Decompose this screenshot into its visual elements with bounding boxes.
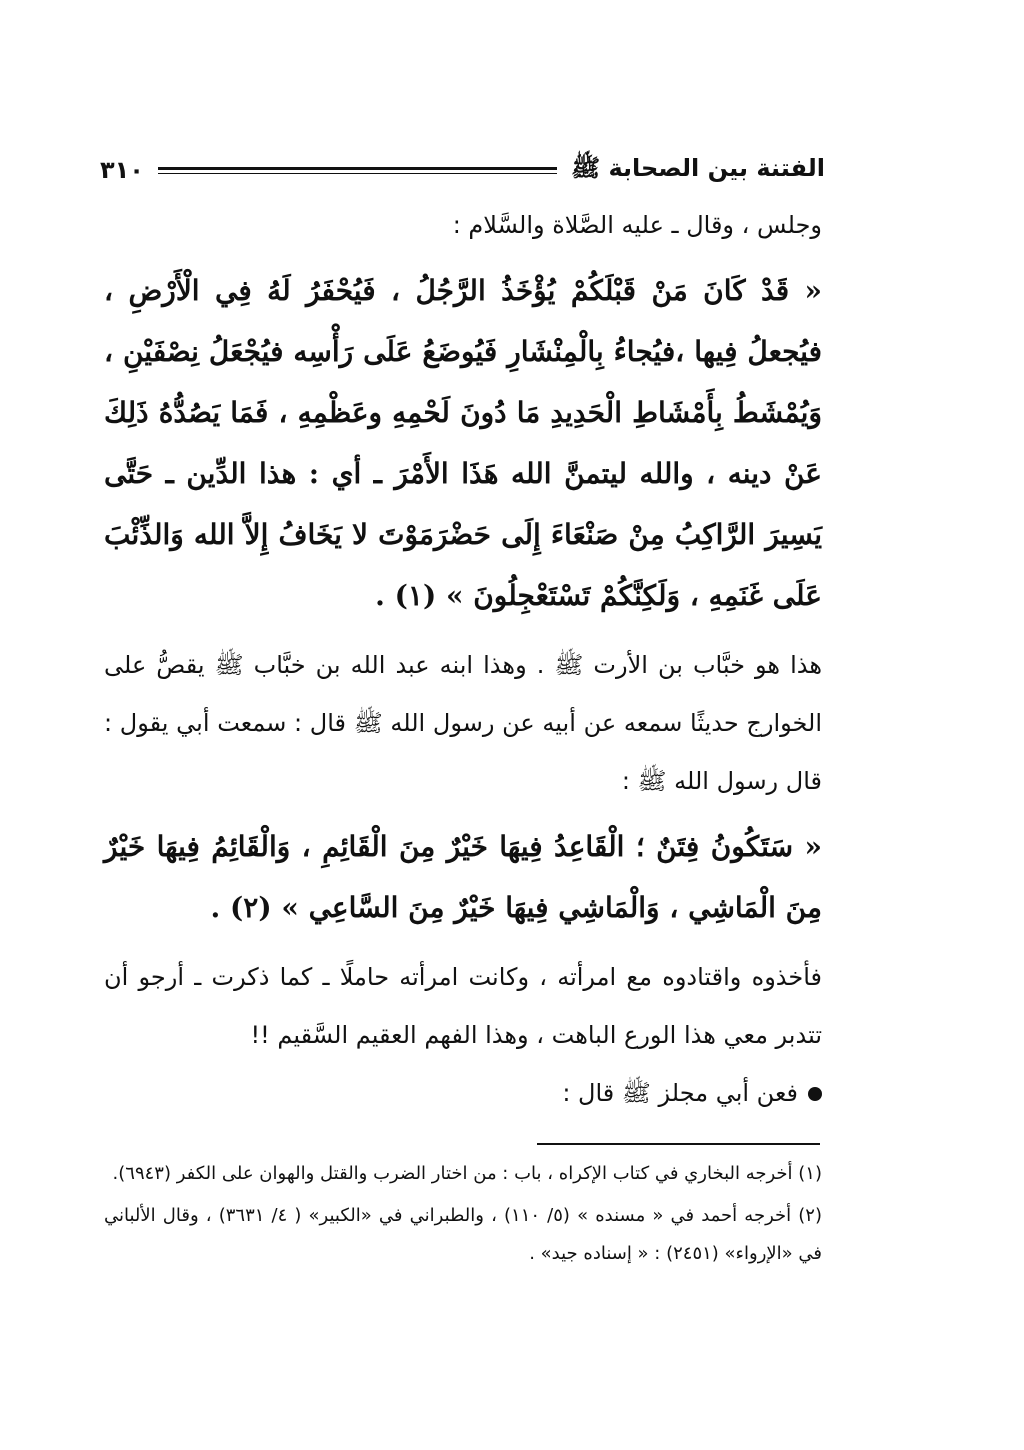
book-title: الفتنة بين الصحابة ﷺ	[571, 153, 825, 182]
footnote-2: (٢) أخرجه أحمد في « مسنده » (٥/ ١١٠) ، والطبراني في «الكبير» ( ٤/ ٣٦٣١) ، وقال الألباني في «الإرواء» (٢٤٥١) : « إسناده جيد» .	[104, 1205, 822, 1264]
bullet-text: فعن أبي مجلز ﷺ قال :	[562, 1079, 798, 1107]
hadith-quote-1: « قَدْ كَانَ مَنْ قَبْلَكُمْ يُؤْخَذُ الرَّجُلُ ، فَيُحْفَرُ لَهُ فِي الْأَرْضِ ، فيُجعلُ فِيها ،فيُجاءُ بِالْمِنْشَارِ فَيُوضَعُ عَلَى رَأْسِه فيُجْعَلُ نِصْفَيْنِ ، وَيُمْشَطُ بِأَمْشَاطِ الْحَدِيدِ مَا دُونَ لَحْمِهِ وعَظْمِهِ ، فَمَا يَصُدُّهُ ذَلِكَ عَنْ دينه ، والله ليتمنَّ الله هَذَا الأَمْرَ ـ أي : هذا الدِّين ـ حَتَّى يَسِيرَ الرَّاكِبُ مِنْ صَنْعَاءَ إِلَى حَضْرَمَوْتَ لا يَخَافُ إِلاَّ الله وَالذِّئْبَ عَلَى غَنَمِهِ ، وَلَكِنَّكُمْ تَسْتَعْجِلُونَ » (١) .	[104, 274, 822, 612]
intro-line: وجلس ، وقال ـ عليه الصَّلاة والسَّلام :	[452, 211, 822, 239]
bullet-item	[104, 1064, 822, 1122]
hadith-quote-2: « سَتَكُونُ فِتَنٌ ؛ الْقَاعِدُ فِيهَا خَيْرٌ مِنَ الْقَائِمِ ، وَالْقَائِمُ فِيهَا خَيْرٌ مِنَ الْمَاشِي ، وَالْمَاشِي فِيهَا خَيْرٌ مِنَ السَّاعِي » (٢) .	[104, 830, 822, 924]
page-number: ٣١٠	[100, 156, 144, 184]
footnote-1: (١) أخرجه البخاري في كتاب الإكراه ، باب : من اختار الضرب والقتل والهوان على الكفر (٦٩٤٣).	[112, 1163, 822, 1184]
running-header	[100, 150, 825, 190]
footnote-separator	[537, 1143, 820, 1145]
paragraph-khabbab: هذا هو خبَّاب بن الأرت ﷺ . وهذا ابنه عبد الله بن خبَّاب ﷺ يقصُّ على الخوارج حديثًا سمعه عن أبيه عن رسول الله ﷺ قال : سمعت أبي يقول : قال رسول الله ﷺ :	[104, 651, 822, 795]
page-body	[104, 196, 822, 1122]
bullet-dot-icon	[808, 1087, 822, 1101]
header-rule	[158, 167, 557, 174]
paragraph-reflection: فأخذوه واقتادوه مع امرأته ، وكانت امرأته حاملًا ـ كما ذكرت ـ أرجو أن تتدبر معي هذا الورع الباهت ، وهذا الفهم العقيم السَّقيم !!	[104, 963, 822, 1049]
footnotes	[104, 1155, 822, 1277]
